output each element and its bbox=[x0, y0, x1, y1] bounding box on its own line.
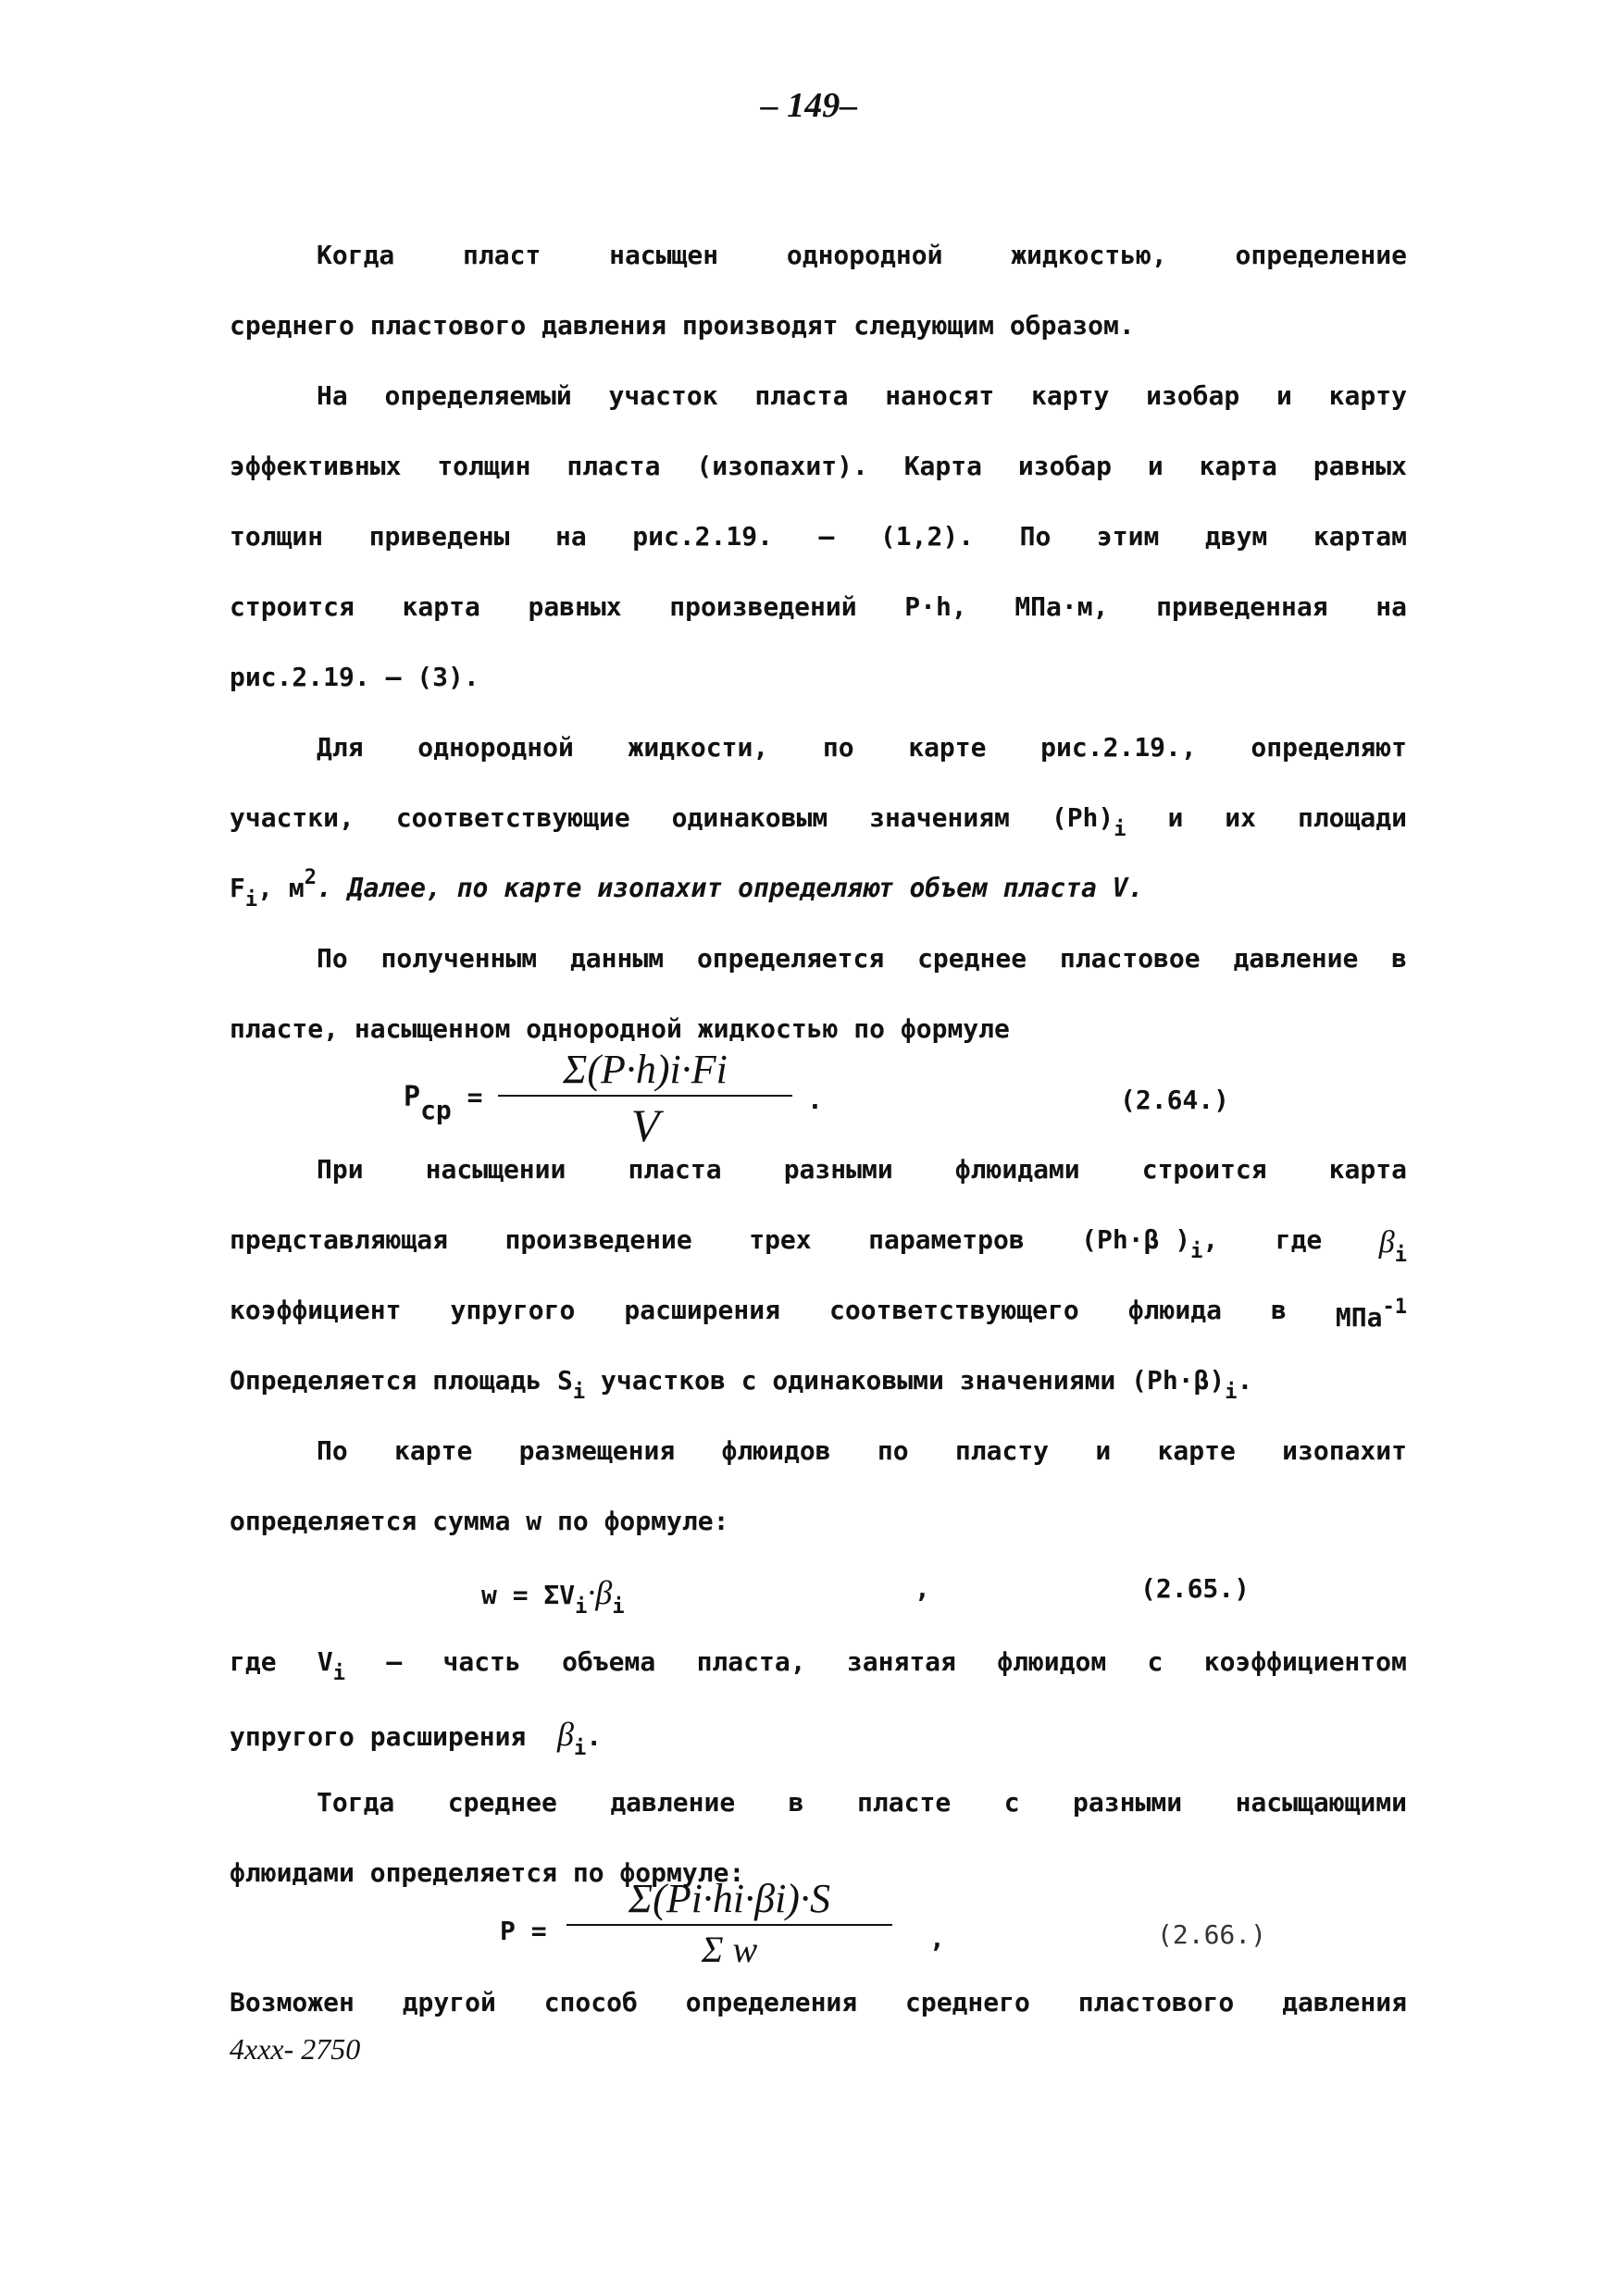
equation-number-2-65: (2.65.) bbox=[1140, 1573, 1251, 1604]
word: значениям bbox=[869, 802, 1010, 833]
word: строится bbox=[230, 591, 355, 622]
word: Карта bbox=[903, 451, 982, 481]
word: Возможен bbox=[230, 1987, 355, 2017]
word: картам bbox=[1313, 521, 1407, 552]
word: определяемый bbox=[384, 380, 572, 411]
text-line-13 bbox=[317, 1154, 1407, 1185]
formula-2-64-lhs: $P_{ср}$ = bbox=[404, 1081, 483, 1125]
text-line-17 bbox=[317, 1435, 1407, 1466]
word: – bbox=[818, 521, 835, 552]
word: приведенная bbox=[1156, 591, 1328, 622]
formula-denominator: V bbox=[630, 1099, 660, 1151]
equation-number-2-66: (2.66.) bbox=[1157, 1919, 1267, 1950]
word: полученным bbox=[380, 943, 538, 974]
word: Тогда bbox=[317, 1787, 395, 1818]
text-line-22: флюидами определяется по формуле: bbox=[230, 1857, 745, 1888]
text-line-11 bbox=[317, 943, 1407, 974]
word: пластовое bbox=[1059, 943, 1201, 974]
text-line-4 bbox=[230, 453, 1407, 479]
word: в bbox=[788, 1787, 804, 1818]
word: участок bbox=[608, 380, 718, 411]
word: разными bbox=[783, 1154, 893, 1185]
word: эффективных bbox=[230, 451, 402, 481]
text-line-14: представляющая произведение трех параметров (Ph·β )$_i$, где $\beta_i$ bbox=[230, 1224, 1407, 1267]
text-line-3 bbox=[317, 380, 1407, 411]
word: давление bbox=[610, 1787, 736, 1818]
word: карту bbox=[1328, 380, 1407, 411]
word: жидкостью, bbox=[1011, 240, 1167, 270]
text-line-10: $F_i$, $м^2$. Далее, по карте изопахит определяют объем пласта V. bbox=[230, 866, 1144, 912]
word: флюидами bbox=[954, 1154, 1080, 1185]
formula-numerator: Σ(P·h)i·Fi bbox=[563, 1047, 728, 1092]
word: на bbox=[1375, 591, 1407, 622]
word: этим bbox=[1096, 521, 1160, 552]
word: изобар bbox=[1146, 380, 1240, 411]
word: наносят bbox=[885, 380, 995, 411]
word: рис.2.19., bbox=[1040, 732, 1197, 763]
word: приведены bbox=[368, 521, 510, 552]
word: среднее bbox=[917, 943, 1027, 974]
word: однородной bbox=[786, 240, 943, 270]
text-line-8 bbox=[317, 732, 1407, 763]
word: по bbox=[877, 1435, 909, 1466]
word: среднего bbox=[904, 1987, 1030, 2017]
word: определения bbox=[685, 1987, 858, 2017]
word: и bbox=[1147, 451, 1164, 481]
word: строится bbox=[1141, 1154, 1267, 1185]
word: рис.2.19. bbox=[632, 521, 773, 552]
word: Для bbox=[317, 732, 364, 763]
word: и bbox=[1167, 802, 1184, 833]
word: пласта bbox=[566, 451, 661, 481]
word: способ bbox=[543, 1987, 638, 2017]
word: жидкости, bbox=[628, 732, 769, 763]
formula-2-64-fraction bbox=[498, 1046, 792, 1152]
word: одинаковым bbox=[671, 802, 828, 833]
formula-denominator: Σ w bbox=[701, 1929, 758, 1970]
word: При bbox=[317, 1154, 364, 1185]
word: карте bbox=[908, 732, 987, 763]
page-number: – 149– bbox=[760, 86, 858, 125]
word: насыщающими bbox=[1235, 1787, 1407, 1818]
word: пласта bbox=[754, 380, 849, 411]
word: их bbox=[1225, 802, 1257, 833]
word: карта bbox=[1328, 1154, 1407, 1185]
word: пласту bbox=[954, 1435, 1050, 1466]
word: однородной bbox=[417, 732, 574, 763]
word: флюидов bbox=[721, 1435, 831, 1466]
equation-number-2-64: (2.64.) bbox=[1120, 1085, 1230, 1115]
word: определяется bbox=[696, 943, 885, 974]
word: другой bbox=[402, 1987, 496, 2017]
formula-2-65-trail: , bbox=[915, 1573, 930, 1604]
word: размещения bbox=[518, 1435, 676, 1466]
word: определяют bbox=[1251, 732, 1407, 763]
word: двум bbox=[1204, 521, 1268, 552]
text-line-7: рис.2.19. – (3). bbox=[230, 662, 479, 692]
word: участки, bbox=[230, 802, 355, 833]
word: насыщен bbox=[609, 240, 719, 270]
formula-2-66-trail: , bbox=[929, 1923, 945, 1954]
word: произведений bbox=[669, 591, 857, 622]
text-line-16: Определяется площадь $S_i$ участков с одинаковыми значениями $(Ph\cdot\beta)_i$. bbox=[230, 1365, 1253, 1404]
text-line-1 bbox=[317, 242, 1407, 268]
word: изобар bbox=[1017, 451, 1113, 481]
text-line-2: среднего пластового давления производят следующим образом. bbox=[230, 310, 1135, 341]
word: пласта bbox=[628, 1154, 722, 1185]
text-line-6 bbox=[230, 591, 1407, 622]
word: с bbox=[1003, 1787, 1020, 1818]
word: карту bbox=[1031, 380, 1110, 411]
word: P·h, bbox=[904, 591, 967, 622]
text-line-18: определяется сумма w по формуле: bbox=[230, 1506, 729, 1536]
word: равных bbox=[1313, 451, 1407, 481]
word-ph: $(Ph)_i$ bbox=[1051, 802, 1126, 841]
text-line-23 bbox=[230, 1987, 1407, 2017]
word: насыщении bbox=[425, 1154, 566, 1185]
word: карте bbox=[1157, 1435, 1236, 1466]
word: карта bbox=[402, 591, 480, 622]
word: и bbox=[1276, 380, 1292, 411]
word: в bbox=[1391, 943, 1407, 974]
formula-2-66-lhs: P = bbox=[500, 1916, 547, 1946]
word: По bbox=[317, 943, 348, 974]
text-line-5 bbox=[230, 521, 1407, 552]
word: площади bbox=[1297, 802, 1407, 833]
text-line-19: где $V_i$ – часть объема пласта, занятая флюидом с коэффициентом bbox=[230, 1646, 1407, 1685]
formula-2-64-trail: . bbox=[807, 1085, 823, 1115]
word: равных bbox=[528, 591, 622, 622]
formula-2-65: $w = \Sigma V_i\cdot\beta_i$ bbox=[481, 1574, 625, 1619]
word: Когда bbox=[317, 240, 395, 270]
text-line-15: коэффициент упругого расширения соответствующего флюида в МПа$^{-1}$ bbox=[230, 1295, 1407, 1333]
word: По bbox=[317, 1435, 348, 1466]
text-line-20: упругого расширения $\beta_i$. bbox=[230, 1716, 603, 1760]
word: карта bbox=[1199, 451, 1277, 481]
word: пласте bbox=[857, 1787, 952, 1818]
text-line-9 bbox=[230, 802, 1407, 841]
word: На bbox=[317, 380, 348, 411]
formula-2-66-fraction bbox=[566, 1875, 892, 1971]
word: изопахит bbox=[1282, 1435, 1407, 1466]
text-line-21 bbox=[317, 1787, 1407, 1818]
word: определение bbox=[1235, 240, 1407, 270]
word: среднее bbox=[447, 1787, 557, 1818]
text-line-12: пласте, насыщенном однородной жидкостью по формуле bbox=[230, 1013, 1010, 1044]
word: разными bbox=[1073, 1787, 1183, 1818]
word: на bbox=[554, 521, 587, 552]
formula-numerator: Σ(Pi·hi·βi)·S bbox=[629, 1876, 830, 1921]
word: карте bbox=[394, 1435, 473, 1466]
word: и bbox=[1095, 1435, 1112, 1466]
word: МПа·м, bbox=[1014, 591, 1109, 622]
word: пласт bbox=[463, 240, 541, 270]
word: (изопахит). bbox=[696, 451, 868, 481]
handwritten-print-mark: 4ххх- 2750 bbox=[230, 2032, 361, 2066]
word: по bbox=[822, 732, 854, 763]
word: давление bbox=[1233, 943, 1359, 974]
word: По bbox=[1019, 521, 1052, 552]
word: толщин bbox=[230, 521, 324, 552]
word: (1,2). bbox=[879, 521, 975, 552]
word: соответствующие bbox=[395, 802, 630, 833]
word: пластового bbox=[1077, 1987, 1235, 2017]
word: толщин bbox=[437, 451, 531, 481]
word: данным bbox=[569, 943, 665, 974]
word: давления bbox=[1282, 1987, 1407, 2017]
